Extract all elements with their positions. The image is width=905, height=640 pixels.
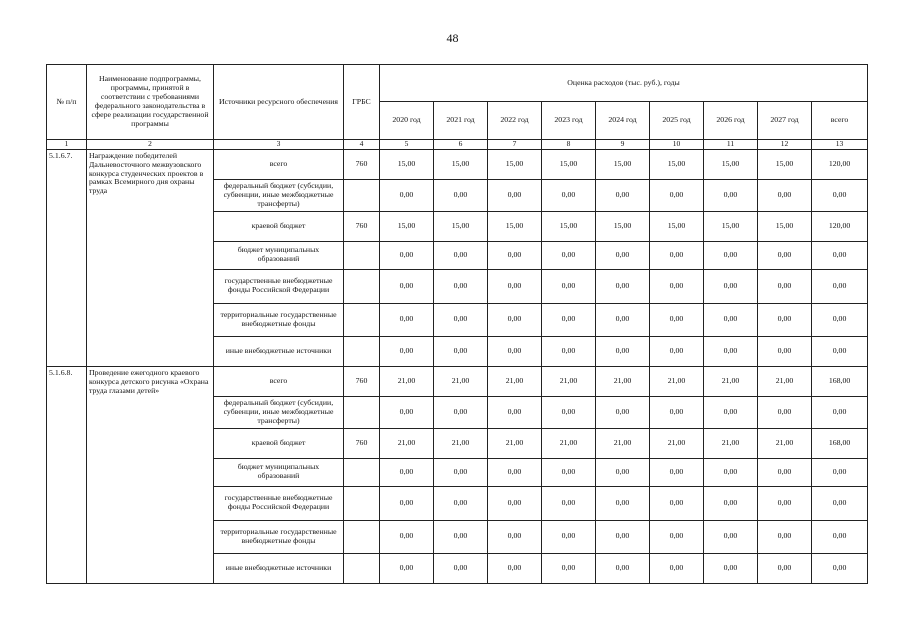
cost-value: 0,00 xyxy=(380,269,434,303)
source-label: федеральный бюджет (субсидии, субвенции, иные межбюджетные трансферты) xyxy=(214,179,344,211)
cost-value: 21,00 xyxy=(434,366,488,396)
header-year: 2027 год xyxy=(758,102,812,140)
cost-value: 0,00 xyxy=(650,303,704,336)
cost-value: 0,00 xyxy=(380,396,434,428)
cost-value: 0,00 xyxy=(650,269,704,303)
header-year: 2022 год xyxy=(488,102,542,140)
cost-value: 0,00 xyxy=(434,303,488,336)
cost-value: 0,00 xyxy=(542,520,596,553)
cost-value: 0,00 xyxy=(650,336,704,366)
cost-value: 0,00 xyxy=(434,520,488,553)
cost-value: 0,00 xyxy=(542,303,596,336)
cost-value: 0,00 xyxy=(488,396,542,428)
cost-value: 0,00 xyxy=(488,553,542,583)
header-index: 5 xyxy=(380,140,434,150)
cost-value: 0,00 xyxy=(380,303,434,336)
cost-value: 21,00 xyxy=(542,428,596,458)
header-col-costs: Оценка расходов (тыс. руб.), годы xyxy=(380,65,868,102)
cost-value: 21,00 xyxy=(596,428,650,458)
section-name: Проведение ежегодного краевого конкурса детского рисунка «Охрана труда глазами детей» xyxy=(87,366,214,583)
cost-value: 21,00 xyxy=(488,428,542,458)
cost-value: 0,00 xyxy=(542,179,596,211)
cost-value: 0,00 xyxy=(380,458,434,486)
cost-value: 0,00 xyxy=(596,303,650,336)
cost-value: 0,00 xyxy=(758,396,812,428)
header-row-1 xyxy=(47,65,868,102)
cost-value: 0,00 xyxy=(434,269,488,303)
cost-value: 0,00 xyxy=(596,396,650,428)
cost-value: 15,00 xyxy=(434,211,488,241)
cost-value: 0,00 xyxy=(380,553,434,583)
cost-value: 15,00 xyxy=(434,149,488,179)
source-label: территориальные государственные внебюджетные фонды xyxy=(214,520,344,553)
source-label: территориальные государственные внебюджетные фонды xyxy=(214,303,344,336)
cost-value: 21,00 xyxy=(704,366,758,396)
source-label: федеральный бюджет (субсидии, субвенции, иные межбюджетные трансферты) xyxy=(214,396,344,428)
cost-value: 0,00 xyxy=(542,553,596,583)
cost-value: 0,00 xyxy=(380,241,434,269)
cost-value: 0,00 xyxy=(812,486,868,520)
grbs-value xyxy=(344,303,380,336)
cost-value: 0,00 xyxy=(704,520,758,553)
header-index: 2 xyxy=(87,140,214,150)
header-index: 12 xyxy=(758,140,812,150)
cost-value: 0,00 xyxy=(596,520,650,553)
cost-value: 0,00 xyxy=(488,336,542,366)
cost-value: 0,00 xyxy=(434,336,488,366)
cost-value: 0,00 xyxy=(650,458,704,486)
cost-value: 0,00 xyxy=(704,241,758,269)
page-number: 48 xyxy=(446,31,459,45)
cost-value: 0,00 xyxy=(488,303,542,336)
header-col-num: № п/п xyxy=(47,65,87,140)
cost-value: 0,00 xyxy=(650,241,704,269)
source-label: всего xyxy=(214,366,344,396)
cost-value: 15,00 xyxy=(542,149,596,179)
cost-value: 15,00 xyxy=(488,211,542,241)
cost-value: 0,00 xyxy=(434,458,488,486)
cost-value: 0,00 xyxy=(542,336,596,366)
cost-value: 0,00 xyxy=(812,553,868,583)
cost-value: 21,00 xyxy=(542,366,596,396)
header-col-grbs: ГРБС xyxy=(344,65,380,140)
cost-value: 0,00 xyxy=(758,269,812,303)
cost-value: 0,00 xyxy=(542,269,596,303)
cost-value: 21,00 xyxy=(596,366,650,396)
cost-value: 0,00 xyxy=(704,458,758,486)
header-year: 2025 год xyxy=(650,102,704,140)
budget-table xyxy=(46,64,868,584)
header-index: 13 xyxy=(812,140,868,150)
section-name: Награждение победителей Дальневосточного межвузовского конкурса студенческих проектов в рамках Всемирного дня охраны труда xyxy=(87,149,214,366)
cost-value: 0,00 xyxy=(434,241,488,269)
cost-value: 0,00 xyxy=(596,336,650,366)
cost-value: 0,00 xyxy=(812,241,868,269)
grbs-value: 760 xyxy=(344,366,380,396)
grbs-value xyxy=(344,520,380,553)
grbs-value xyxy=(344,458,380,486)
cost-value: 0,00 xyxy=(488,179,542,211)
cost-value: 0,00 xyxy=(650,179,704,211)
cost-value: 21,00 xyxy=(650,428,704,458)
cost-value: 0,00 xyxy=(758,520,812,553)
cost-value: 15,00 xyxy=(542,211,596,241)
source-label: всего xyxy=(214,149,344,179)
cost-value: 15,00 xyxy=(596,149,650,179)
grbs-value: 760 xyxy=(344,149,380,179)
header-col-name: Наименование подпрограммы, программы, принятой в соответствии с требованиями федерального законодательства в сфере реализации государственной программы xyxy=(87,65,214,140)
cost-value: 15,00 xyxy=(758,211,812,241)
cost-value: 15,00 xyxy=(380,211,434,241)
cost-value: 0,00 xyxy=(434,553,488,583)
cost-value: 0,00 xyxy=(704,553,758,583)
source-label: бюджет муниципальных образований xyxy=(214,458,344,486)
cost-value: 21,00 xyxy=(380,366,434,396)
cost-value: 0,00 xyxy=(812,458,868,486)
header-col-source: Источники ресурсного обеспечения xyxy=(214,65,344,140)
cost-value: 0,00 xyxy=(380,520,434,553)
cost-value: 0,00 xyxy=(380,486,434,520)
cost-value: 0,00 xyxy=(758,241,812,269)
header-index: 1 xyxy=(47,140,87,150)
cost-value: 0,00 xyxy=(542,458,596,486)
cost-value: 15,00 xyxy=(758,149,812,179)
header-year: всего xyxy=(812,102,868,140)
cost-value: 0,00 xyxy=(812,269,868,303)
header-index: 3 xyxy=(214,140,344,150)
cost-value: 0,00 xyxy=(758,179,812,211)
header-year: 2023 год xyxy=(542,102,596,140)
grbs-value xyxy=(344,553,380,583)
grbs-value: 760 xyxy=(344,211,380,241)
source-label: краевой бюджет xyxy=(214,428,344,458)
cost-value: 0,00 xyxy=(758,458,812,486)
cost-value: 0,00 xyxy=(758,303,812,336)
cost-value: 0,00 xyxy=(704,303,758,336)
cost-value: 0,00 xyxy=(380,179,434,211)
cost-value: 21,00 xyxy=(650,366,704,396)
cost-value: 15,00 xyxy=(650,211,704,241)
grbs-value xyxy=(344,179,380,211)
cost-value: 0,00 xyxy=(434,396,488,428)
cost-value: 0,00 xyxy=(434,179,488,211)
cost-value: 0,00 xyxy=(812,179,868,211)
header-year: 2026 год xyxy=(704,102,758,140)
cost-value: 0,00 xyxy=(704,486,758,520)
cost-value: 0,00 xyxy=(704,396,758,428)
cost-value: 0,00 xyxy=(596,458,650,486)
cost-value: 0,00 xyxy=(596,553,650,583)
header-index: 6 xyxy=(434,140,488,150)
cost-value: 15,00 xyxy=(650,149,704,179)
cost-value: 15,00 xyxy=(596,211,650,241)
header-year: 2021 год xyxy=(434,102,488,140)
source-label: бюджет муниципальных образований xyxy=(214,241,344,269)
cost-value: 0,00 xyxy=(758,336,812,366)
header-index: 8 xyxy=(542,140,596,150)
cost-value: 15,00 xyxy=(704,149,758,179)
header-index: 10 xyxy=(650,140,704,150)
cost-value: 0,00 xyxy=(596,486,650,520)
cost-value: 0,00 xyxy=(758,486,812,520)
cost-value: 0,00 xyxy=(812,396,868,428)
cost-value: 21,00 xyxy=(758,428,812,458)
header-row-index xyxy=(47,140,868,150)
cost-value: 0,00 xyxy=(704,336,758,366)
cost-value: 0,00 xyxy=(812,336,868,366)
cost-value: 0,00 xyxy=(380,336,434,366)
cost-value: 15,00 xyxy=(488,149,542,179)
grbs-value xyxy=(344,241,380,269)
source-label: государственные внебюджетные фонды Российской Федерации xyxy=(214,486,344,520)
cost-value: 15,00 xyxy=(380,149,434,179)
cost-value: 21,00 xyxy=(758,366,812,396)
grbs-value xyxy=(344,269,380,303)
cost-value: 0,00 xyxy=(650,520,704,553)
section-code: 5.1.6.7. xyxy=(47,149,87,366)
cost-value: 21,00 xyxy=(704,428,758,458)
cost-value: 0,00 xyxy=(542,241,596,269)
cost-value: 0,00 xyxy=(434,486,488,520)
cost-value: 0,00 xyxy=(758,553,812,583)
cost-value: 21,00 xyxy=(380,428,434,458)
cost-value: 0,00 xyxy=(596,269,650,303)
grbs-value xyxy=(344,396,380,428)
cost-value: 0,00 xyxy=(650,486,704,520)
cost-value: 0,00 xyxy=(812,520,868,553)
cost-value: 0,00 xyxy=(488,269,542,303)
cost-value: 0,00 xyxy=(650,396,704,428)
cost-value: 0,00 xyxy=(542,486,596,520)
cost-value: 21,00 xyxy=(488,366,542,396)
grbs-value xyxy=(344,336,380,366)
source-label: краевой бюджет xyxy=(214,211,344,241)
cost-value: 0,00 xyxy=(704,179,758,211)
header-year: 2020 год xyxy=(380,102,434,140)
cost-value: 0,00 xyxy=(488,241,542,269)
cost-value: 0,00 xyxy=(812,303,868,336)
header-index: 7 xyxy=(488,140,542,150)
cost-value: 0,00 xyxy=(596,179,650,211)
grbs-value: 760 xyxy=(344,428,380,458)
section-code: 5.1.6.8. xyxy=(47,366,87,583)
cost-value: 15,00 xyxy=(704,211,758,241)
header-index: 11 xyxy=(704,140,758,150)
source-label: государственные внебюджетные фонды Российской Федерации xyxy=(214,269,344,303)
table-row xyxy=(47,149,868,179)
cost-value: 0,00 xyxy=(488,520,542,553)
cost-value: 120,00 xyxy=(812,211,868,241)
cost-value: 0,00 xyxy=(596,241,650,269)
header-year: 2024 год xyxy=(596,102,650,140)
cost-value: 0,00 xyxy=(542,396,596,428)
cost-value: 168,00 xyxy=(812,428,868,458)
source-label: иные внебюджетные источники xyxy=(214,553,344,583)
table-row xyxy=(47,366,868,396)
cost-value: 0,00 xyxy=(704,269,758,303)
grbs-value xyxy=(344,486,380,520)
cost-value: 120,00 xyxy=(812,149,868,179)
cost-value: 0,00 xyxy=(488,486,542,520)
cost-value: 21,00 xyxy=(434,428,488,458)
cost-value: 0,00 xyxy=(650,553,704,583)
header-index: 9 xyxy=(596,140,650,150)
cost-value: 168,00 xyxy=(812,366,868,396)
cost-value: 0,00 xyxy=(488,458,542,486)
header-index: 4 xyxy=(344,140,380,150)
source-label: иные внебюджетные источники xyxy=(214,336,344,366)
